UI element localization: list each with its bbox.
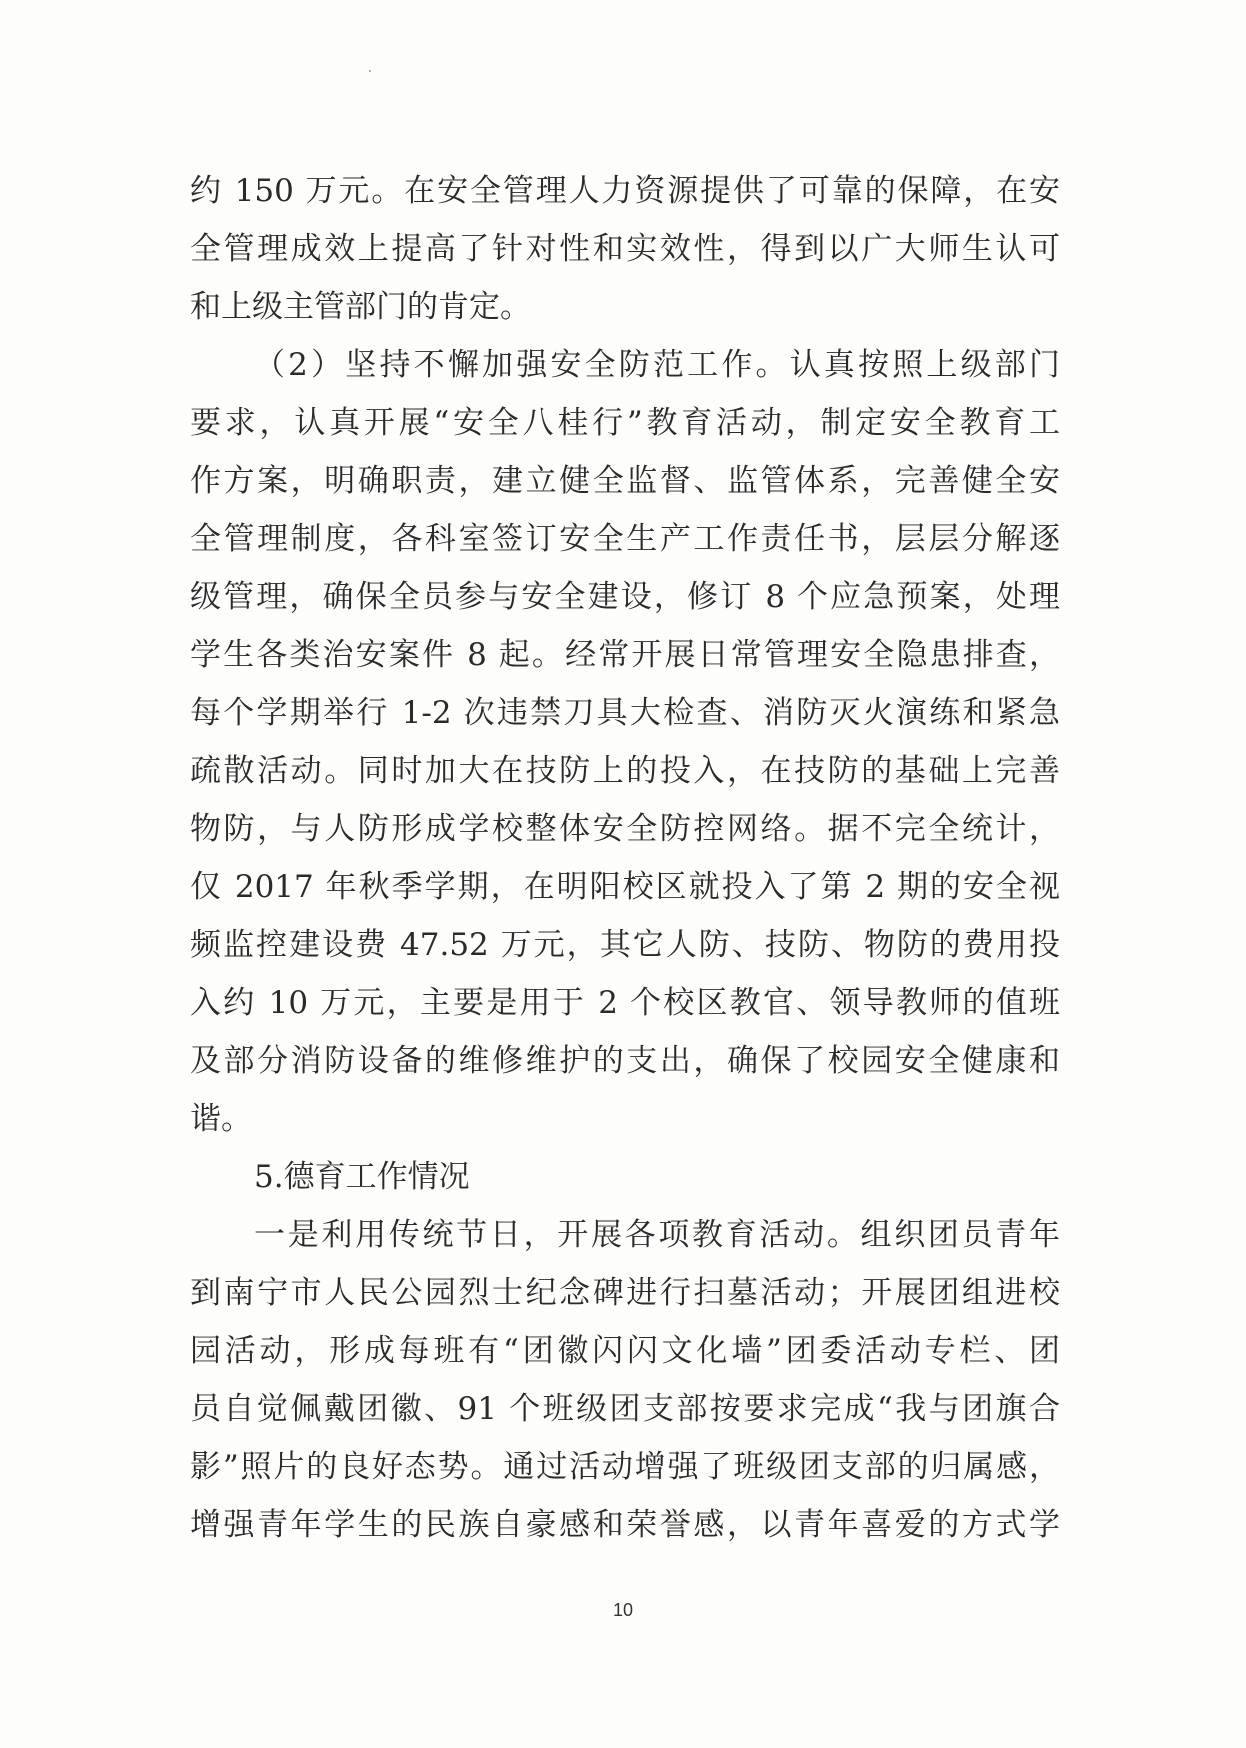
- text-line: 每个学期举行 1-2 次违禁刀具大检查、消防灭火演练和紧急: [190, 695, 1060, 731]
- text-line: 仅 2017 年秋季学期，在明阳校区就投入了第 2 期的安全视: [190, 869, 1060, 905]
- body-text: [190, 162, 1060, 1554]
- text-line: 和上级主管部门的肯定。: [190, 289, 531, 325]
- text-line: 物防，与人防形成学校整体安全防控网络。据不完全统计，: [190, 811, 1060, 847]
- text-line: 学生各类治安案件 8 起。经常开展日常管理安全隐患排查，: [190, 637, 1060, 673]
- text-line: 员自觉佩戴团徽、91 个班级团支部按要求完成“我与团旗合: [190, 1391, 1060, 1427]
- page-number: 10: [612, 1600, 634, 1620]
- text-line: 增强青年学生的民族自豪感和荣誉感，以青年喜爱的方式学: [190, 1507, 1060, 1543]
- text-line: 一是利用传统节日，开展各项教育活动。组织团员青年: [254, 1217, 1060, 1253]
- text-line: 园活动，形成每班有“团徽闪闪文化墙”团委活动专栏、团: [190, 1333, 1060, 1369]
- text-line: 及部分消防设备的维修维护的支出，确保了校园安全健康和: [190, 1043, 1060, 1079]
- text-line: 全管理成效上提高了针对性和实效性，得到以广大师生认可: [190, 231, 1060, 267]
- text-line: 到南宁市人民公园烈士纪念碑进行扫墓活动；开展团组进校: [190, 1275, 1060, 1311]
- text-line: 约 150 万元。在安全管理人力资源提供了可靠的保障，在安: [190, 173, 1060, 209]
- text-line: 谐。: [190, 1101, 252, 1137]
- text-line: 频监控建设费 47.52 万元，其它人防、技防、物防的费用投: [190, 927, 1060, 963]
- text-line: 入约 10 万元，主要是用于 2 个校区教官、领导教师的值班: [190, 985, 1060, 1021]
- text-line: 影”照片的良好态势。通过活动增强了班级团支部的归属感，: [190, 1449, 1060, 1485]
- text-line: 级管理，确保全员参与安全建设，修订 8 个应急预案，处理: [190, 579, 1060, 615]
- text-line: （2）坚持不懈加强安全防范工作。认真按照上级部门: [254, 347, 1060, 383]
- text-line: 全管理制度，各科室签订安全生产工作责任书，层层分解逐: [190, 521, 1060, 557]
- text-line: 疏散活动。同时加大在技防上的投入，在技防的基础上完善: [190, 753, 1060, 789]
- text-line: 作方案，明确职责，建立健全监督、监管体系，完善健全安: [190, 463, 1060, 499]
- scan-speck: [369, 70, 371, 72]
- text-line: 要求，认真开展“安全八桂行”教育活动，制定安全教育工: [190, 405, 1060, 441]
- section-heading: 5.德育工作情况: [254, 1159, 470, 1195]
